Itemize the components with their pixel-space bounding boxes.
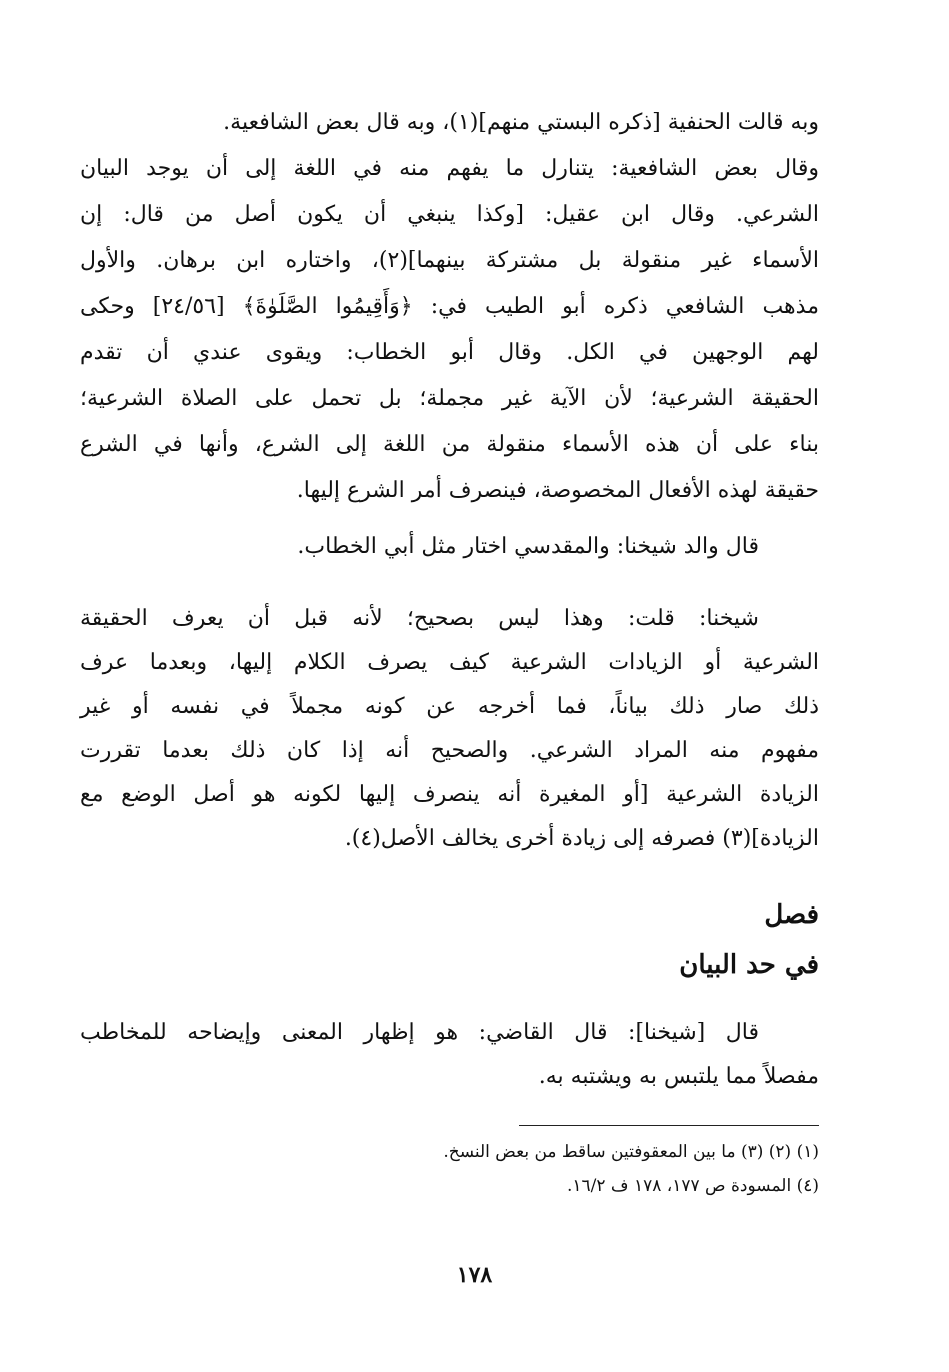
text-line: مفهوم منه المراد الشرعي. والصحيح أنه إذا كان ذلك بعدما تقررت [80, 738, 819, 763]
footnote: (٤) المسودة ص ١٧٧، ١٧٨ ف ١٦/٢. [566, 1176, 819, 1196]
footnote: (١) (٢) (٣) ما بين المعقوفتين ساقط من بعض النسخ. [443, 1142, 819, 1162]
text-line: بناء على أن هذه الأسماء منقولة من اللغة إلى الشرع، وأنها في الشرع [80, 432, 819, 457]
section-subheading: في حد البيان [679, 950, 819, 980]
text-line: مذهب الشافعي ذكره أبو الطيب في: ﴿وَأَقِيمُوا الصَّلَوٰةَ﴾ [٢٤/٥٦] وحكى [80, 294, 819, 319]
text-line: مفصلاً مما يلتبس به ويشتبه به. [538, 1064, 819, 1089]
text-line: ذلك صار ذلك بياناً، فما أخرجه عن كونه مجملاً في نفسه أو غير [80, 694, 819, 719]
text-line: قال والد شيخنا: والمقدسي اختار مثل أبي الخطاب. [297, 534, 759, 559]
page-number: ١٧٨ [456, 1262, 493, 1288]
text-line: شيخنا: قلت: وهذا ليس بصحيح؛ لأنه قبل أن يعرف الحقيقة [80, 606, 759, 631]
text-line: لهم الوجهين في الكل. وقال أبو الخطاب: ويقوى عندي أن تقدم [80, 340, 819, 365]
text-line: حقيقة لهذه الأفعال المخصوصة، فينصرف أمر الشرع إليها. [296, 478, 819, 503]
text-line: الزيادة الشرعية [أو المغيرة أنه ينصرف إليها لكونه هو أصل الوضع مع [80, 782, 820, 807]
text-line: الأسماء غير منقولة بل مشتركة بينهما](٢)، واختاره ابن برهان. والأول [80, 248, 819, 273]
footnote-separator [519, 1125, 819, 1126]
text-line: وقال بعض الشافعية: يتنارل ما يفهم منه في اللغة إلى أن يوجد البيان [80, 156, 819, 181]
text-line: الزيادة](٣) فصرفه إلى زيادة أخرى يخالف الأصل(٤). [344, 826, 819, 851]
section-heading: فصل [764, 900, 819, 930]
text-line: الحقيقة الشرعية؛ لأن الآية غير مجملة؛ بل تحمل على الصلاة الشرعية؛ [80, 386, 819, 411]
text-line: وبه قالت الحنفية [ذكره البستي منهم](١)، وبه قال بعض الشافعية. [223, 110, 819, 135]
text-line: الشرعية أو الزيادات الشرعية كيف يصرف الكلام إليها، وبعدما عرف [80, 650, 819, 675]
text-line: الشرعي. وقال ابن عقيل: [وكذا ينبغي أن يكون أصل من قال: إن [80, 202, 819, 227]
text-line: قال [شيخنا]: قال القاضي: هو إظهار المعنى وإيضاحه للمخاطب [80, 1020, 759, 1045]
